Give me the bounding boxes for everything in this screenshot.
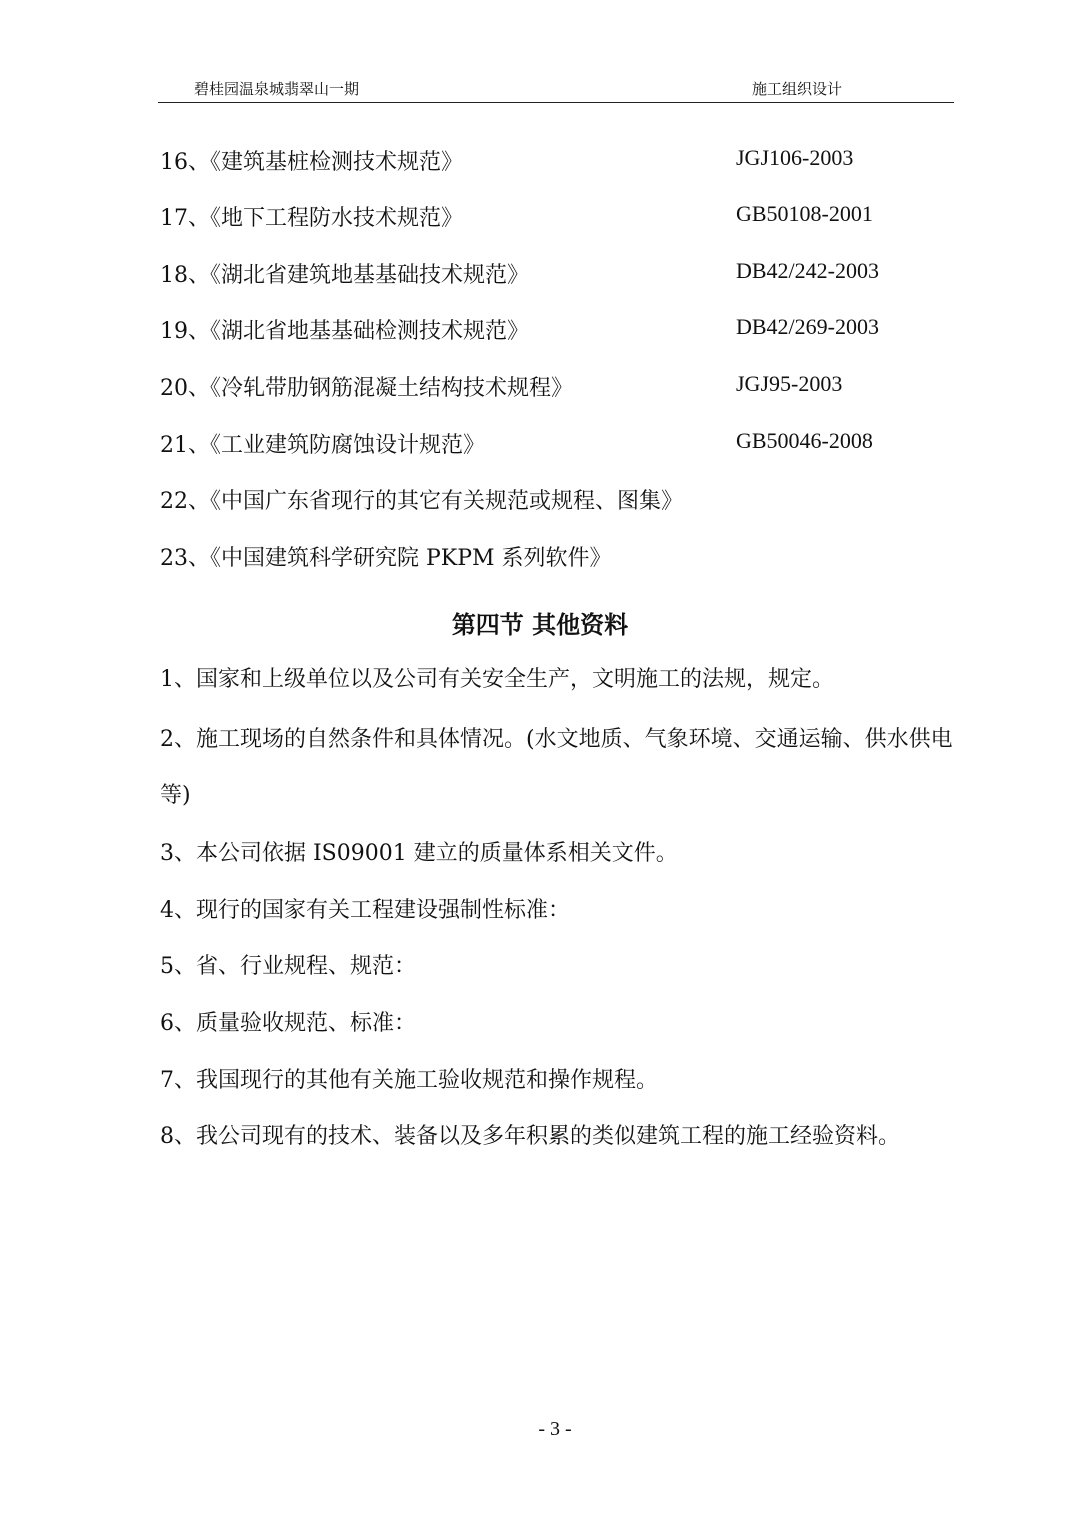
reference-code: GB50108-2001 bbox=[736, 201, 873, 226]
reference-item bbox=[160, 484, 960, 516]
page-header bbox=[158, 76, 954, 103]
reference-code: JGJ106-2003 bbox=[736, 145, 854, 170]
reference-code: JGJ95-2003 bbox=[736, 371, 843, 396]
reference-item bbox=[160, 201, 960, 233]
header-document-type: 施工组织设计 bbox=[752, 80, 843, 98]
reference-code: DB42/269-2003 bbox=[736, 314, 879, 339]
reference-title: 22、《中国广东省现行的其它有关规范或规程、图集》 bbox=[160, 489, 683, 514]
list-item: 4、现行的国家有关工程建设强制性标准： bbox=[160, 898, 570, 923]
reference-item bbox=[160, 258, 960, 290]
reference-title: 23、《中国建筑科学研究院 PKPM 系列软件》 bbox=[160, 546, 612, 571]
reference-title: 18、《湖北省建筑地基基础技术规范》 bbox=[160, 263, 529, 288]
reference-item bbox=[160, 371, 960, 403]
page-number: - 3 - bbox=[538, 1418, 572, 1440]
list-item: 3、本公司依据 IS09001 建立的质量体系相关文件。 bbox=[160, 841, 678, 866]
list-item: 7、我国现行的其他有关施工验收规范和操作规程。 bbox=[160, 1068, 658, 1093]
reference-title: 19、《湖北省地基基础检测技术规范》 bbox=[160, 319, 529, 344]
list-item: 1、国家和上级单位以及公司有关安全生产，文明施工的法规，规定。 bbox=[160, 667, 834, 692]
reference-title: 21、《工业建筑防腐蚀设计规范》 bbox=[160, 433, 485, 458]
reference-item bbox=[160, 428, 960, 460]
list-item: 6、质量验收规范、标准： bbox=[160, 1011, 416, 1036]
list-item: 8、我公司现有的技术、装备以及多年积累的类似建筑工程的施工经验资料。 bbox=[160, 1124, 900, 1149]
reference-item bbox=[160, 145, 960, 177]
reference-code: DB42/242-2003 bbox=[736, 258, 879, 283]
list-item: 5、省、行业规程、规范： bbox=[160, 954, 416, 979]
header-project-name: 碧桂园温泉城翡翠山一期 bbox=[194, 80, 360, 98]
section-title: 第四节 其他资料 bbox=[451, 610, 629, 639]
list-item: 2、施工现场的自然条件和具体情况。(水文地质、气象环境、交通运输、供水供电等) bbox=[160, 727, 953, 808]
reference-title: 20、《冷轧带肋钢筋混凝土结构技术规程》 bbox=[160, 376, 573, 401]
reference-item bbox=[160, 314, 960, 346]
reference-title: 17、《地下工程防水技术规范》 bbox=[160, 206, 463, 231]
reference-code: GB50046-2008 bbox=[736, 428, 873, 453]
reference-title: 16、《建筑基桩检测技术规范》 bbox=[160, 150, 463, 175]
reference-item bbox=[160, 541, 960, 573]
